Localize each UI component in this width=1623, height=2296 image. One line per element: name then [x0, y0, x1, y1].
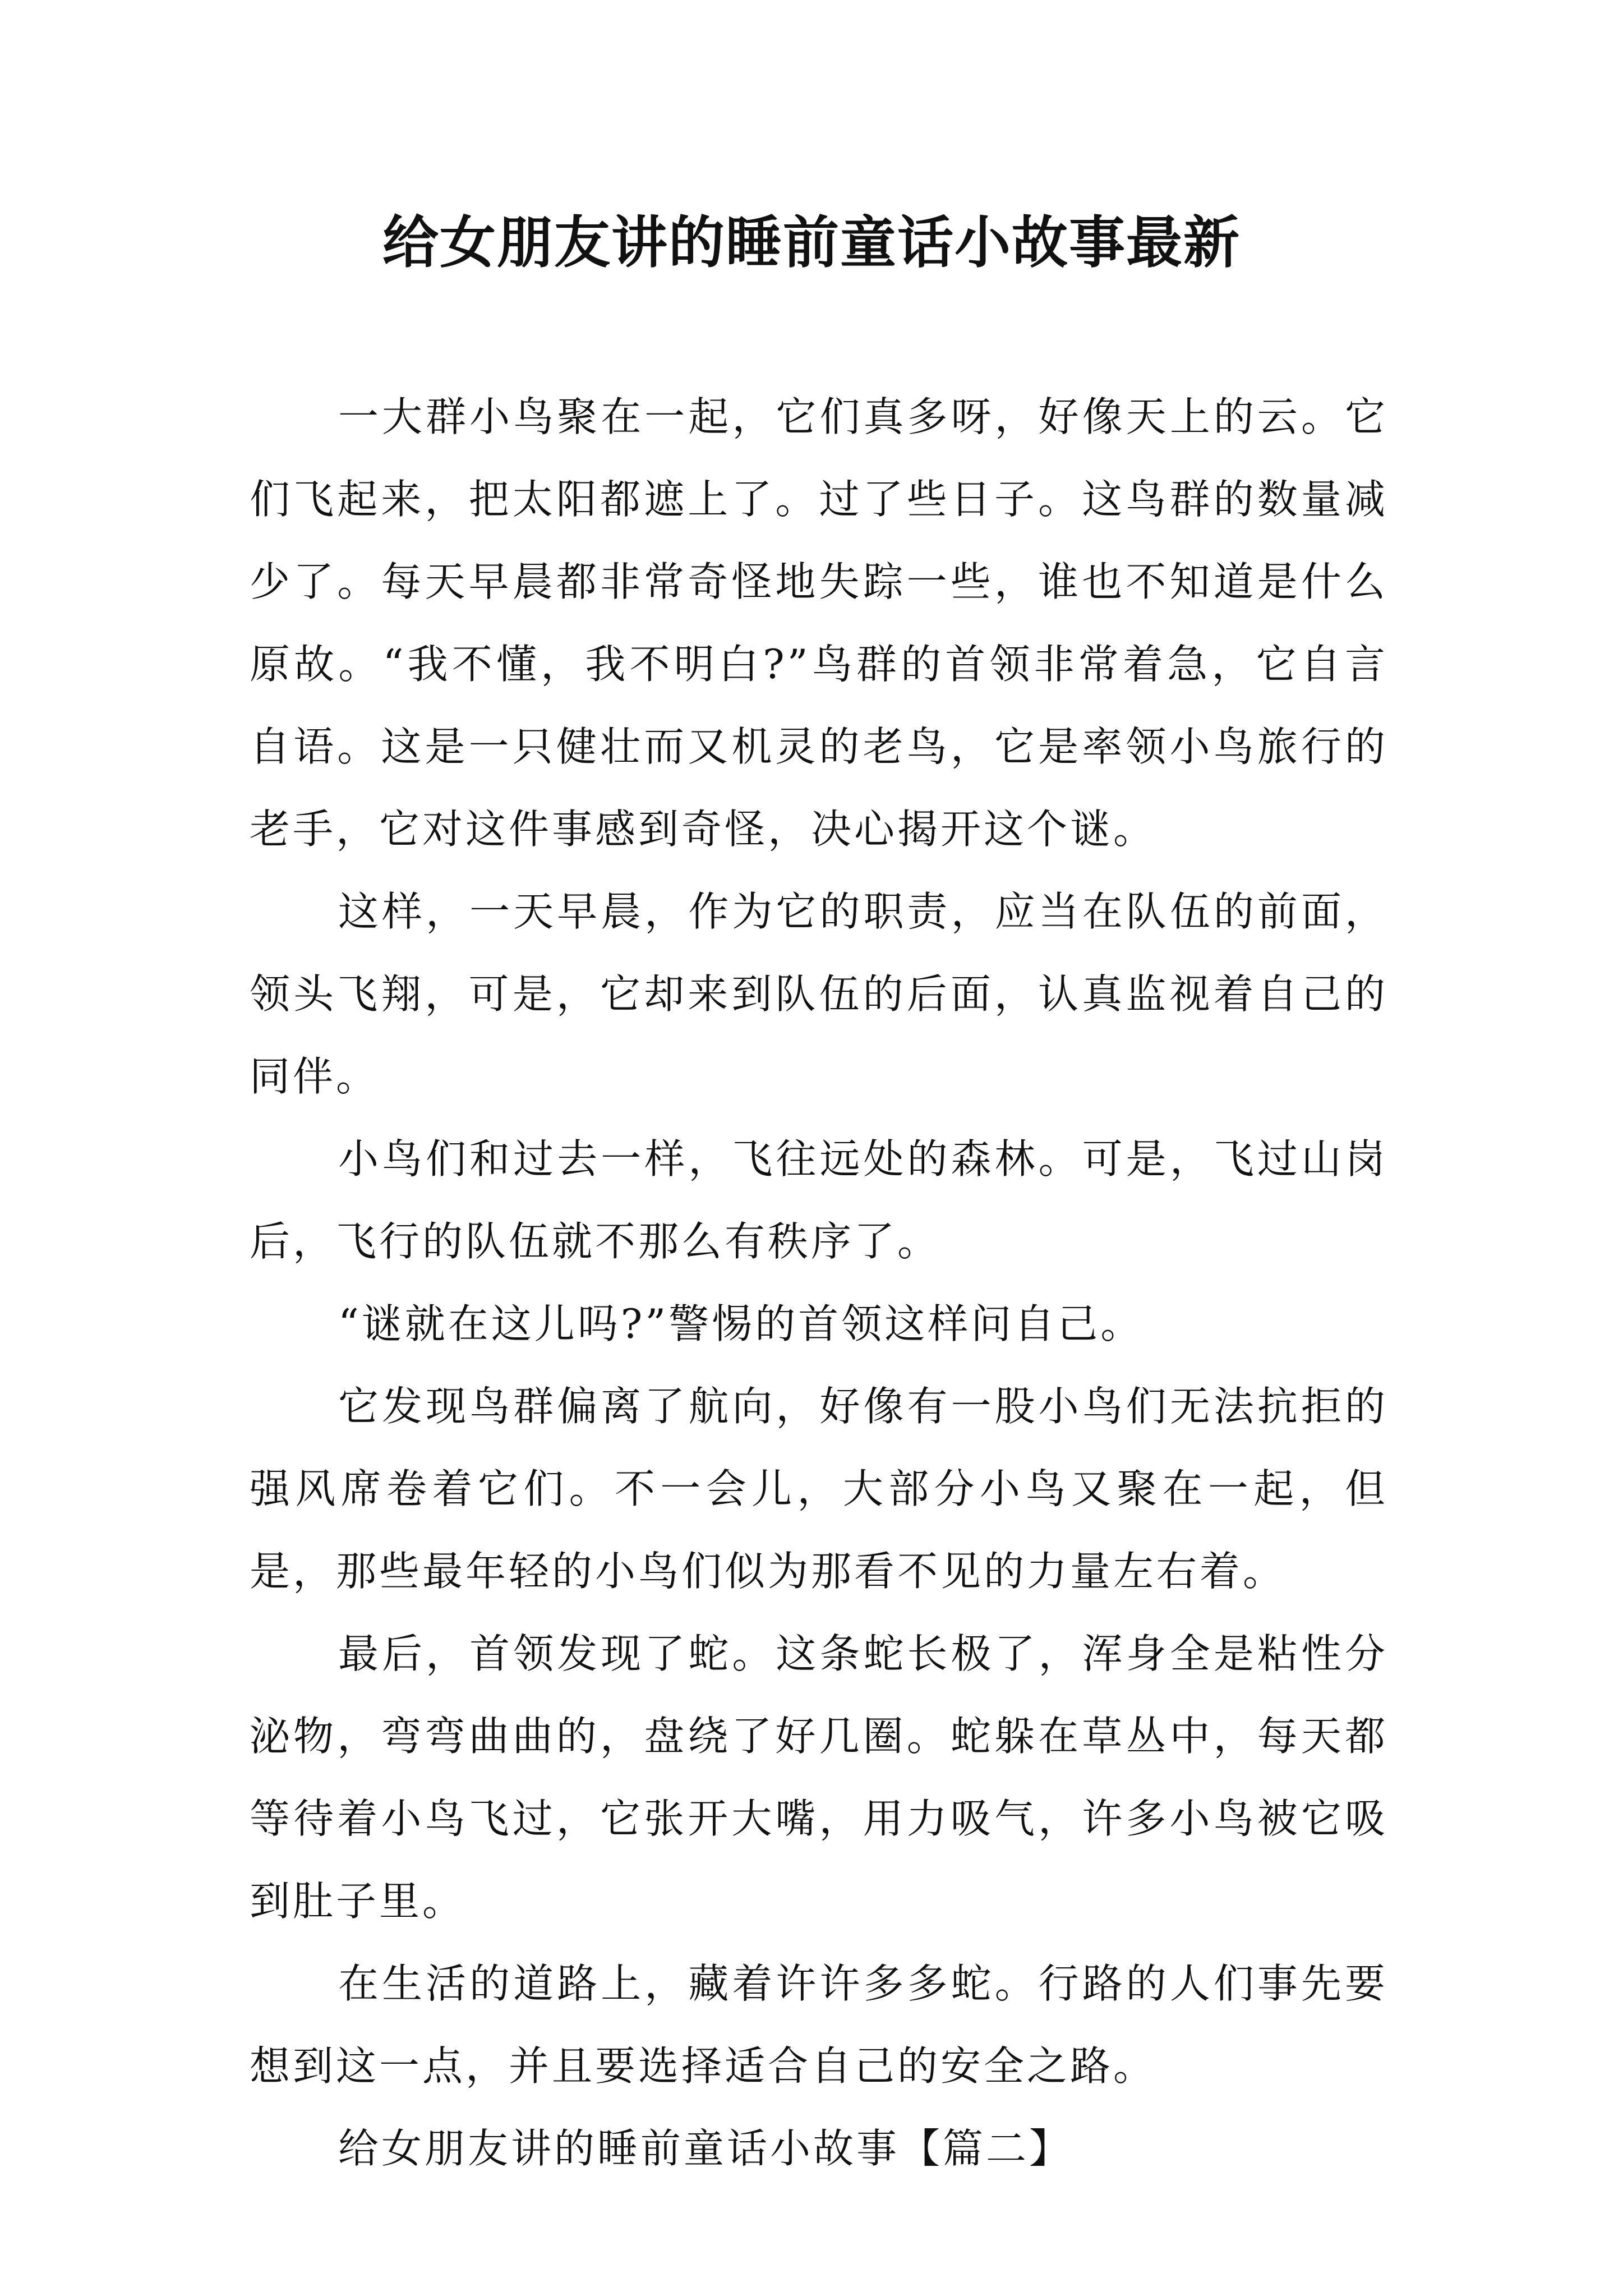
paragraph: 这样，一天早晨，作为它的职责，应当在队伍的前面，领头飞翔，可是，它却来到队伍的后面，认真监视着自己的同伴。: [250, 888, 1388, 1100]
paragraph: 最后，首领发现了蛇。这条蛇长极了，浑身全是粘性分泌物，弯弯曲曲的，盘绕了好几圈。蛇躲在草丛中，每天都等待着小鸟飞过，它张开大嘴，用力吸气，许多小鸟被它吸到肚子里。: [250, 1630, 1388, 1925]
document-title: 给女朋友讲的睡前童话小故事最新: [382, 209, 1241, 275]
paragraph: 一大群小鸟聚在一起，它们真多呀，好像天上的云。它们飞起来，把太阳都遮上了。过了些日子。这鸟群的数量减少了。每天早晨都非常奇怪地失踪一些，谁也不知道是什么原故。“我不懂，我不明白?”鸟群的首领非常着急，它自言自语。这是一只健壮而又机灵的老鸟，它是率领小鸟旅行的老手，它对这件事感到奇怪，决心揭开这个谜。: [250, 393, 1388, 853]
paragraph: 它发现鸟群偏离了航向，好像有一股小鸟们无法抗拒的强风席卷着它们。不一会儿，大部分小鸟又聚在一起，但是，那些最年轻的小鸟们似为那看不见的力量左右着。: [250, 1383, 1388, 1595]
paragraph: 小鸟们和过去一样，飞往远处的森林。可是，飞过山岗后，飞行的队伍就不那么有秩序了。: [250, 1135, 1388, 1265]
document-body: [250, 376, 1388, 2190]
paragraph: “谜就在这儿吗?”警惕的首领这样问自己。: [338, 1300, 1144, 1347]
section-heading: 给女朋友讲的睡前童话小故事【篇二】: [338, 2125, 1073, 2172]
paragraph: 在生活的道路上，藏着许许多多蛇。行路的人们事先要想到这一点，并且要选择适合自己的安全之路。: [250, 1960, 1388, 2090]
